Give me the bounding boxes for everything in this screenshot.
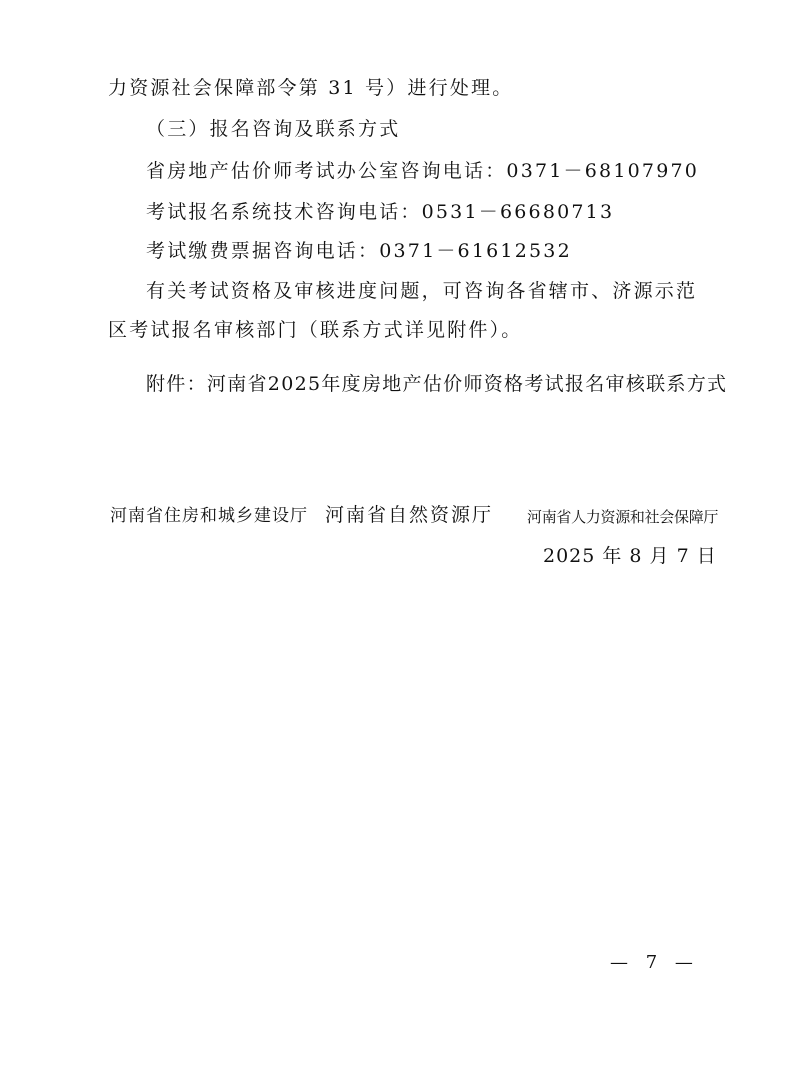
note-line-2: 区考试报名审核部门（联系方式详见附件）。 <box>108 319 523 341</box>
section-heading: （三）报名咨询及联系方式 <box>146 118 401 140</box>
body-line-continuation: 力资源社会保障部令第 31 号）进行处理。 <box>108 77 514 99</box>
contact-system-line: 考试报名系统技术咨询电话：0531－66680713 <box>146 201 615 223</box>
signature-org-housing: 河南省住房和城乡建设厅 <box>110 506 308 526</box>
note-line-1: 有关考试资格及审核进度问题，可咨询各省辖市、济源示范 <box>146 280 698 302</box>
signature-date: 2025 年 8 月 7 日 <box>543 545 717 567</box>
signature-org-human-resources: 河南省人力资源和社会保障厅 <box>527 508 719 526</box>
contact-office-line: 省房地产估价师考试办公室咨询电话：0371－68107970 <box>146 160 700 182</box>
contact-fee-line: 考试缴费票据咨询电话：0371－61612532 <box>146 240 572 262</box>
page-number: — 7 — <box>610 952 699 973</box>
attachment-line: 附件：河南省2025年度房地产估价师资格考试报名审核联系方式 <box>146 373 728 395</box>
signature-org-natural-resources: 河南省自然资源厅 <box>325 504 494 526</box>
